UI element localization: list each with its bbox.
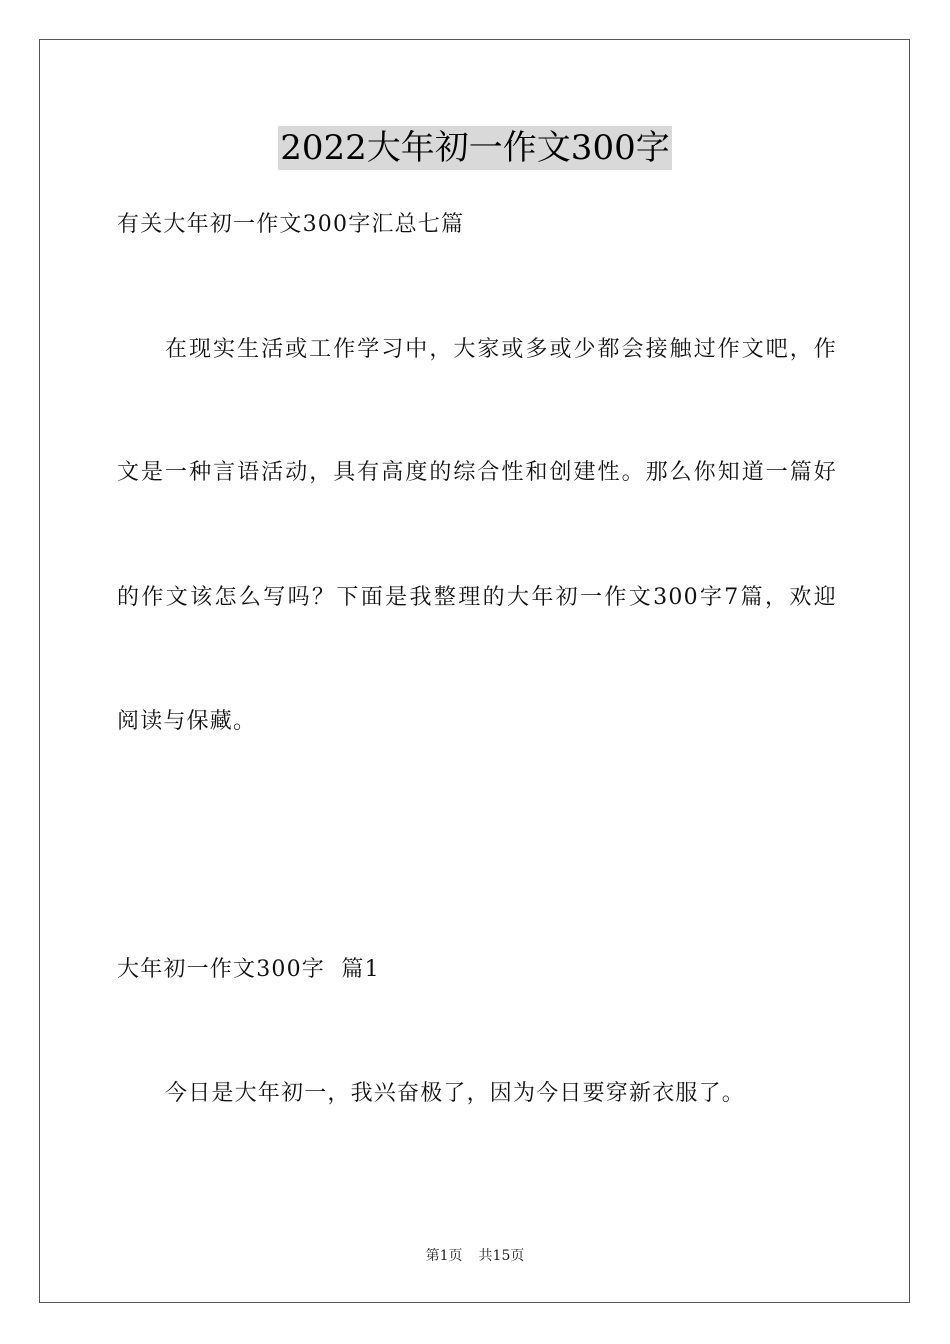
page-number: 第1页 — [425, 1248, 463, 1264]
intro-line-3: 的作文该怎么写吗？下面是我整理的大年初一作文300字7篇，欢迎 — [117, 585, 837, 610]
intro-line-1: 在现实生活或工作学习中，大家或多或少都会接触过作文吧，作 — [165, 337, 837, 362]
section-first-line: 今日是大年初一，我兴奋极了，因为今日要穿新衣服了。 — [165, 1081, 746, 1106]
page-footer — [0, 1246, 950, 1266]
document-title: 2022大年初一作文300字 — [280, 128, 670, 168]
section-heading: 大年初一作文300字 篇1 — [117, 957, 380, 982]
intro-line-4: 阅读与保藏。 — [117, 709, 257, 734]
page-total: 共15页 — [478, 1248, 525, 1264]
document-subtitle: 有关大年初一作文300字汇总七篇 — [117, 212, 465, 237]
intro-line-2: 文是一种言语活动，具有高度的综合性和创建性。那么你知道一篇好 — [117, 460, 837, 485]
title-container — [0, 126, 950, 170]
